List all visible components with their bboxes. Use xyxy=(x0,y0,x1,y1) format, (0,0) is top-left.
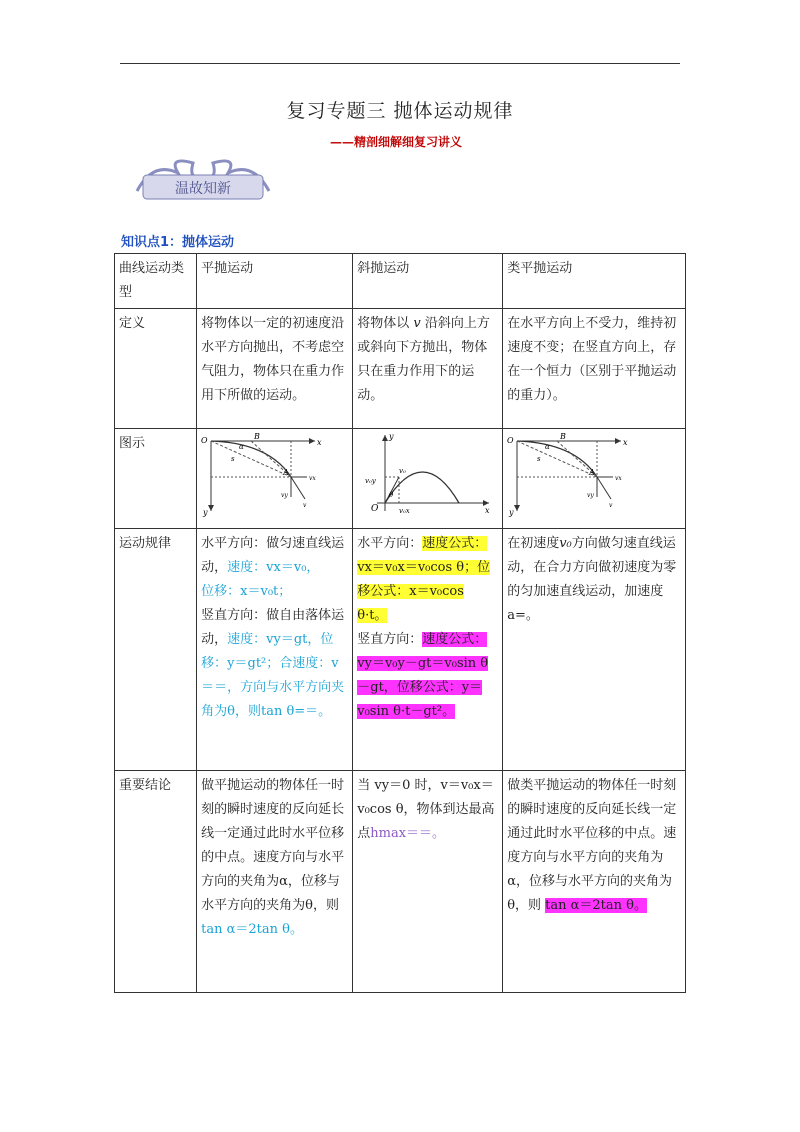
svg-text:O: O xyxy=(201,436,208,445)
svg-text:x: x xyxy=(623,438,628,447)
diagram-xiepao-cell xyxy=(353,429,503,529)
svg-text:s: s xyxy=(537,455,541,463)
svg-text:x: x xyxy=(485,506,490,515)
svg-text:y: y xyxy=(389,432,394,441)
definition-xiepao: 将物体以 v 沿斜向上方或斜向下方抛出，物体只在重力作用下的运动。 xyxy=(353,309,503,429)
svg-text:α: α xyxy=(545,443,550,451)
svg-text:v₀x: v₀x xyxy=(399,507,410,515)
definition-pingpao: 将物体以一定的初速度沿水平方向抛出，不考虑空气阻力，物体只在重力作用下所做的运动。 xyxy=(197,309,353,429)
motion-label: 运动规律 xyxy=(115,529,197,771)
diagram-leipingpao-cell xyxy=(503,429,686,529)
svg-text:vy: vy xyxy=(281,492,288,499)
header-cell-xiepao: 斜抛运动 xyxy=(353,254,503,309)
svg-text:vy: vy xyxy=(587,492,594,499)
leipingpao-diagram xyxy=(505,431,649,517)
definition-label: 定义 xyxy=(115,309,197,429)
svg-text:vx: vx xyxy=(615,475,622,482)
definition-leipingpao: 在水平方向上不受力，维持初速度不变；在竖直方向上，存在一个恒力（区别于平抛运动的重力）。 xyxy=(503,309,686,429)
svg-text:O: O xyxy=(507,436,514,445)
diagram-pingpao-cell xyxy=(197,429,353,529)
banner-logo xyxy=(133,151,273,204)
svg-text:α: α xyxy=(239,443,244,451)
pingpao-diagram xyxy=(199,431,343,517)
table-row-diagram xyxy=(115,429,686,529)
svg-text:B: B xyxy=(560,432,567,441)
svg-text:v₀y: v₀y xyxy=(365,477,376,485)
svg-text:A: A xyxy=(283,468,289,477)
page-subtitle: ——精剖细解细复习讲义 xyxy=(330,135,463,149)
header-cell-pingpao: 平抛运动 xyxy=(197,254,353,309)
motion-pingpao: 水平方向：做匀速直线运动，速度：vx＝v₀， 位移：x＝v₀t； 竖直方向：做自由落体运动，速度：vy＝gt，位移：y＝gt²；合速度：v＝＝，方向与水平方向夹角为θ，则tan θ=＝。 xyxy=(197,529,353,771)
header-cell-type: 曲线运动类型 xyxy=(115,254,197,309)
knowledge-table xyxy=(114,253,686,993)
header-cell-leipingpao: 类平抛运动 xyxy=(503,254,686,309)
table-row-conclusion xyxy=(115,771,686,993)
svg-text:A: A xyxy=(589,468,595,477)
svg-text:v₀: v₀ xyxy=(399,467,407,475)
svg-text:s: s xyxy=(231,455,235,463)
conclusion-pingpao: 做平抛运动的物体任一时刻的瞬时速度的反向延长线一定通过此时水平位移的中点。速度方向与水平方向的夹角为α，位移与水平方向的夹角为θ，则 tan α＝2tan θ。 xyxy=(197,771,353,993)
svg-text:y: y xyxy=(203,508,208,517)
svg-text:vx: vx xyxy=(309,475,316,482)
conclusion-label: 重要结论 xyxy=(115,771,197,993)
diagram-label: 图示 xyxy=(115,429,197,529)
svg-text:y: y xyxy=(509,508,514,517)
svg-text:x: x xyxy=(317,438,322,447)
svg-text:v: v xyxy=(303,502,307,509)
banner-text: 温故知新 xyxy=(175,181,231,197)
svg-text:B: B xyxy=(254,432,261,441)
page-title: 复习专题三 抛体运动规律 xyxy=(286,100,514,122)
section-heading: 知识点1：抛体运动 xyxy=(121,235,235,250)
table-row-motion xyxy=(115,529,686,771)
conclusion-leipingpao: 做类平抛运动的物体任一时刻的瞬时速度的反向延长线一定通过此时水平位移的中点。速度方向与水平方向的夹角为α，位移与水平方向的夹角为θ，则 tan α＝2tan θ。 xyxy=(503,771,686,993)
table-row-header xyxy=(115,254,686,309)
motion-leipingpao: 在初速度v₀方向做匀速直线运动，在合力方向做初速度为零的匀加速直线运动，加速度a=。 xyxy=(503,529,686,771)
conclusion-xiepao: 当 vy＝0 时，v＝v₀x＝v₀cos θ，物体到达最高点hmax＝＝。 xyxy=(353,771,503,993)
svg-text:θ: θ xyxy=(389,491,394,499)
table-row-definition xyxy=(115,309,686,429)
xiepao-diagram xyxy=(355,431,493,517)
svg-text:v: v xyxy=(609,502,613,509)
svg-text:O: O xyxy=(371,504,379,514)
top-rule xyxy=(120,63,680,64)
motion-xiepao: 水平方向：速度公式：vx＝v₀x＝v₀cos θ；位移公式：x＝v₀cos θ·t。 竖直方向：速度公式：vy＝v₀y－gt＝v₀sin θ－gt，位移公式：y＝v₀sin θ·t－gt²。 xyxy=(353,529,503,771)
